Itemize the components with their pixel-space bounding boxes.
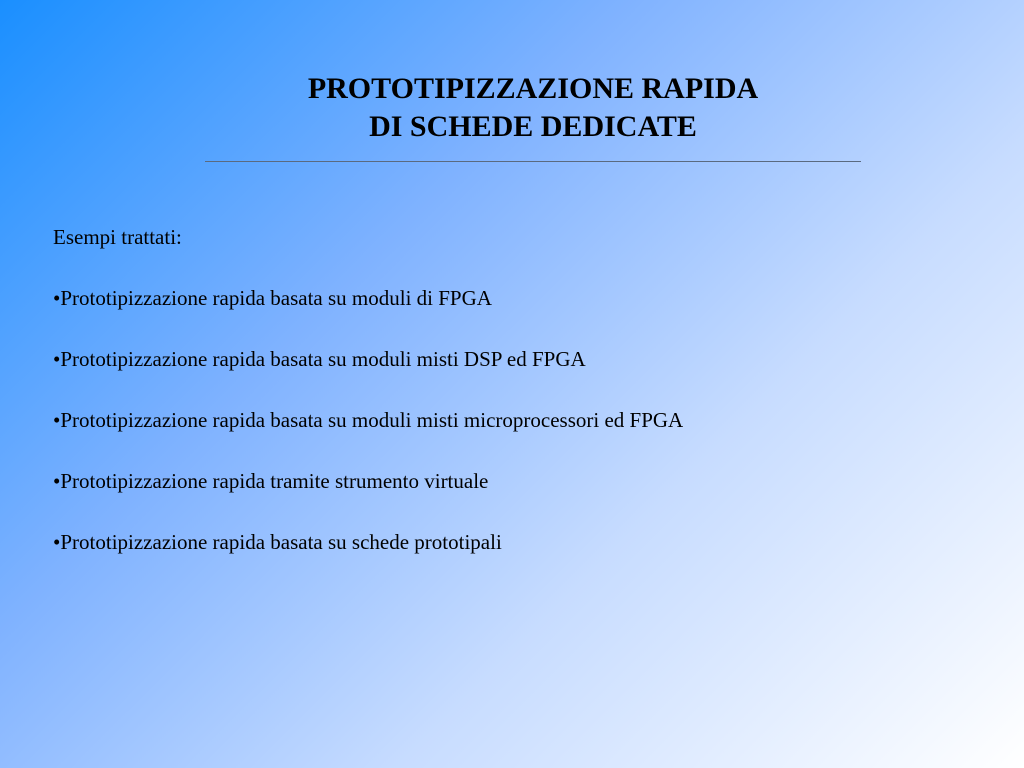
list-item: •Prototipizzazione rapida basata su moduli di FPGA: [53, 286, 492, 310]
example-list: [53, 283, 953, 557]
list-item: •Prototipizzazione rapida tramite strumento virtuale: [53, 469, 489, 493]
slide-title: [205, 70, 861, 146]
title-underline-divider: [205, 161, 861, 162]
list-item: •Prototipizzazione rapida basata su schede prototipali: [53, 530, 502, 554]
list-item: •Prototipizzazione rapida basata su moduli misti DSP ed FPGA: [53, 347, 586, 371]
slide-title-line-2: DI SCHEDE DEDICATE: [369, 110, 697, 143]
intro-text: Esempi trattati:: [53, 225, 182, 249]
list-item: •Prototipizzazione rapida basata su moduli misti microprocessori ed FPGA: [53, 408, 684, 432]
slide-body: [53, 222, 953, 588]
slide-title-line-1: PROTOTIPIZZAZIONE RAPIDA: [307, 72, 759, 105]
